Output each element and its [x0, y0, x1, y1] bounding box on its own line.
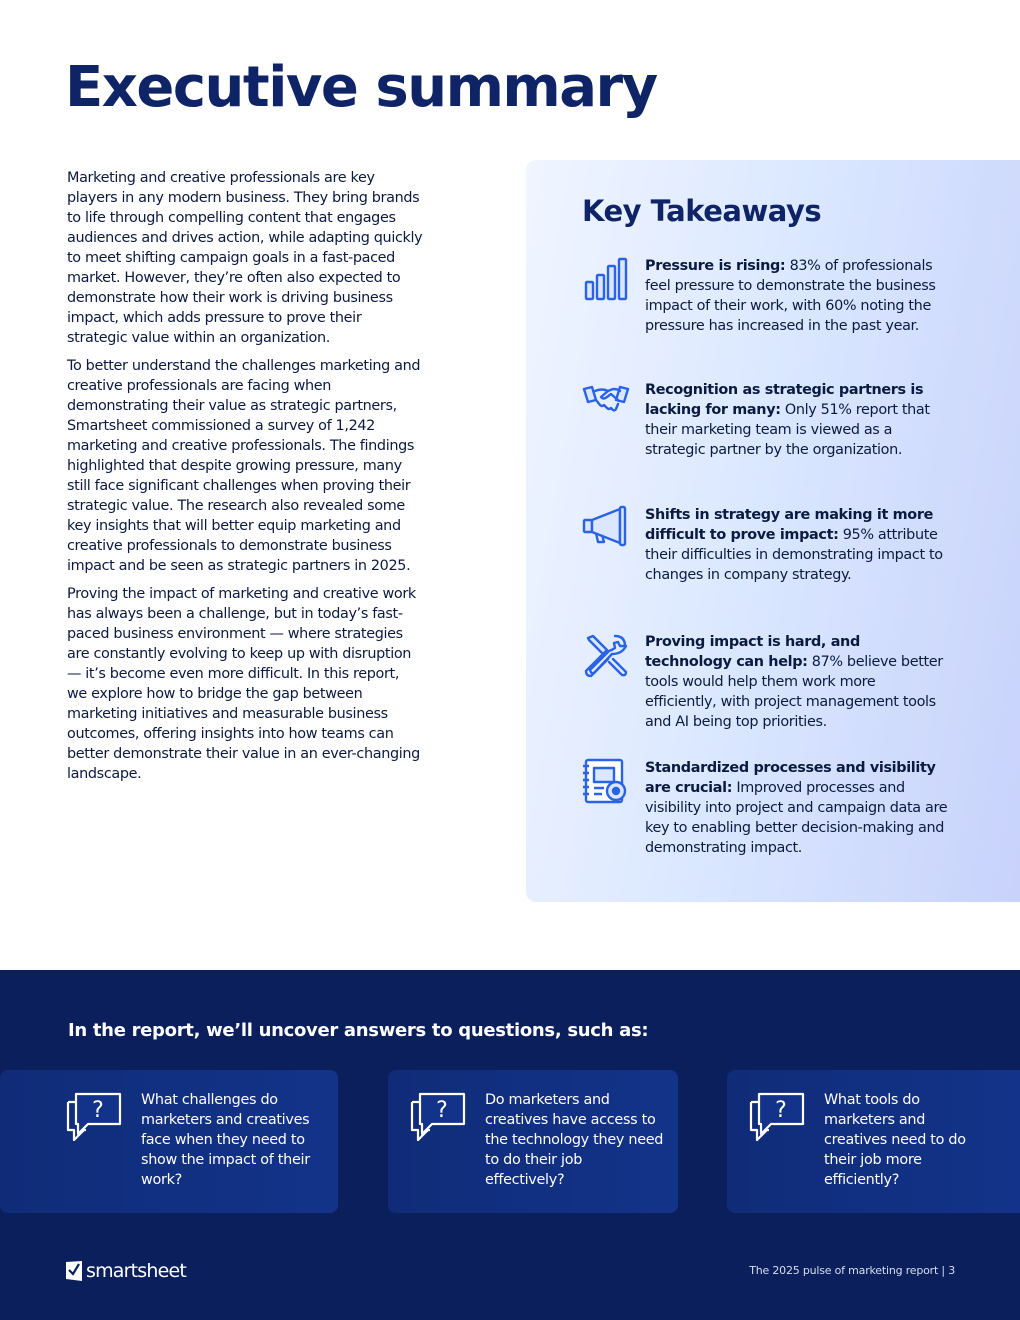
question-card: [727, 1070, 1020, 1213]
takeaway-text: Pressure is rising: 83% of professionals feel pressure to demonstrate the business impact of their work, with 60% noting the pressure has increased in the past year.: [645, 258, 936, 334]
logo-wordmark: smartsheet: [86, 1260, 187, 1282]
svg-text:?: ?: [436, 1098, 448, 1123]
question-speech-bubble-icon: [410, 1092, 466, 1144]
page-footer-note: The 2025 pulse of marketing report | 3: [749, 1264, 955, 1277]
smartsheet-logo: [66, 1260, 186, 1282]
megaphone-icon: [582, 505, 630, 553]
intro-paragraph: Proving the impact of marketing and creative work has always been a challenge, but in today’s fast-paced business environment — where strategies are constantly evolving to keep up with disruption — it’s become even more difficult. In this report, we explore how to bridge the gap between marketing initiatives and measurable business outcomes, offering insights into how teams can better demonstrate their value in an ever-changing landscape.: [67, 586, 420, 782]
bar-chart-icon: [582, 256, 630, 304]
report-visibility-icon: [582, 758, 630, 806]
takeaway-text: Proving impact is hard, and technology can help: 87% believe better tools would help them work more efficiently, with project management tools and AI being top priorities.: [645, 634, 943, 730]
smartsheet-logo-mark-icon: [66, 1261, 82, 1281]
question-speech-bubble-icon: [66, 1092, 122, 1144]
takeaway-text: Recognition as strategic partners is lacking for many: Only 51% report that their marketing team is viewed as a strategic partner by the organization.: [645, 382, 930, 458]
svg-text:?: ?: [775, 1098, 787, 1123]
intro-paragraph: To better understand the challenges marketing and creative professionals are facing when demonstrating their value as strategic partners, Smartsheet commissioned a survey of 1,242 marketing and creative professionals. The findings highlighted that despite growing pressure, many still face significant challenges when proving their strategic value. The research also revealed some key insights that will better equip marketing and creative professionals to demonstrate business impact and be seen as strategic partners in 2025.: [67, 358, 421, 574]
intro-text: [67, 168, 423, 792]
key-takeaways-panel: [526, 160, 1020, 902]
key-takeaways-title: Key Takeaways: [582, 194, 822, 228]
svg-text:?: ?: [92, 1098, 104, 1123]
question-text: Do marketers and creatives have access to the technology they need to do their job effectively?: [485, 1092, 664, 1188]
handshake-icon: [582, 380, 630, 428]
question-card: [0, 1070, 338, 1213]
report-questions-section: [0, 970, 1020, 1320]
page-title: Executive summary: [65, 55, 657, 120]
takeaway-text: Shifts in strategy are making it more difficult to prove impact: 95% attribute their difficulties in demonstrating impact to changes in company strategy.: [645, 507, 943, 583]
question-text: What challenges do marketers and creatives face when they need to show the impact of their work?: [141, 1092, 310, 1188]
tools-icon: [582, 632, 630, 680]
intro-paragraph: Marketing and creative professionals are key players in any modern business. They bring brands to life through compelling content that engages audiences and drives action, while adapting quickly to meet shifting campaign goals in a fast-paced market. However, they’re often also expected to demonstrate how their work is driving business impact, which adds pressure to prove their strategic value within an organization.: [67, 170, 423, 346]
questions-heading: In the report, we’ll uncover answers to questions, such as:: [68, 1020, 649, 1041]
question-speech-bubble-icon: [749, 1092, 805, 1144]
question-card: [388, 1070, 678, 1213]
takeaway-text: Standardized processes and visibility are crucial: Improved processes and visibility into project and campaign data are key to enabling better decision-making and demonstrating impact.: [645, 760, 948, 856]
question-text: What tools do marketers and creatives need to do their job more efficiently?: [824, 1092, 966, 1188]
